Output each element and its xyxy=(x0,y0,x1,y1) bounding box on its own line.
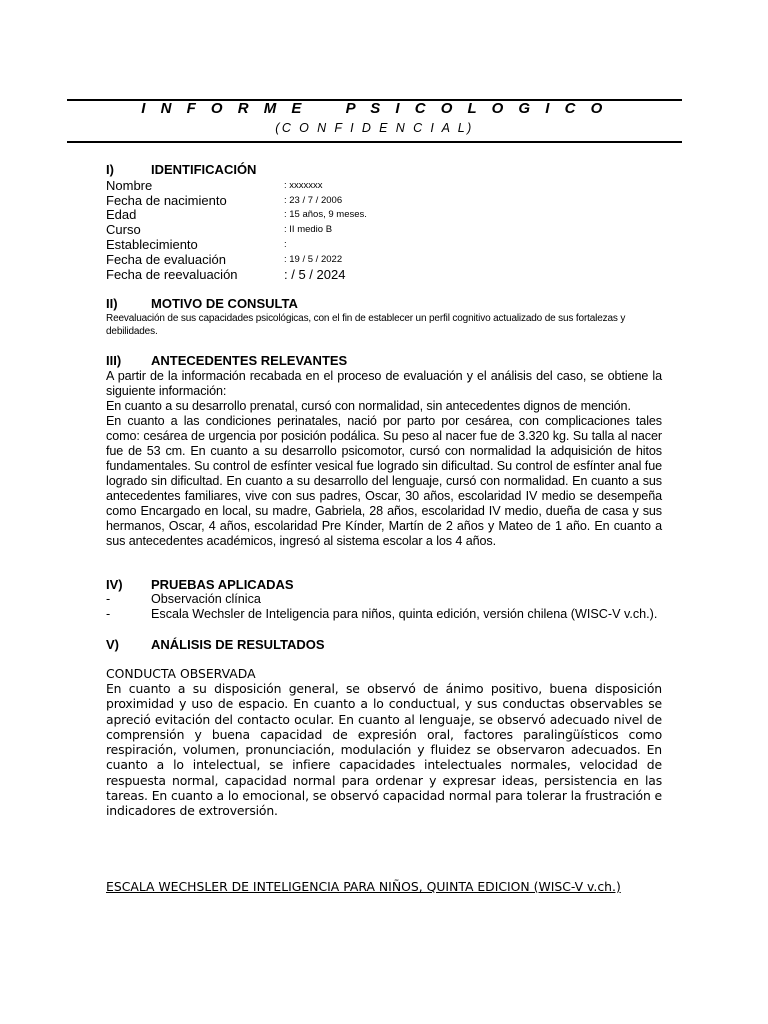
antecedentes-body xyxy=(106,369,662,549)
id-value: : 15 años, 9 meses. xyxy=(284,209,367,220)
report-title: I N F O R M E P S I C O L O G I C O xyxy=(141,100,608,117)
id-label: Curso xyxy=(106,222,141,237)
id-row-curso xyxy=(106,222,666,237)
antecedentes-intro: A partir de la información recabada en el proceso de evaluación y el análisis del caso, se obtiene la siguiente información: xyxy=(106,369,662,398)
id-value: : II medio B xyxy=(284,224,333,235)
section-title-motivo: MOTIVO DE CONSULTA xyxy=(151,296,298,311)
report-subtitle: (C O N F I D E N C I A L) xyxy=(275,121,474,135)
list-item-text: Escala Wechsler de Inteligencia para niños, quinta edición, versión chilena (WISC-V v.ch.). xyxy=(151,607,658,621)
list-dash: - xyxy=(106,592,111,606)
list-dash: - xyxy=(106,607,111,621)
list-item-text: Observación clínica xyxy=(151,592,261,606)
section-title-analisis: ANÁLISIS DE RESULTADOS xyxy=(151,637,325,652)
wisc-section-title: ESCALA WECHSLER DE INTELIGENCIA PARA NIÑOS, QUINTA EDICION (WISC-V v.ch.) xyxy=(106,879,621,894)
id-row-fecha-evaluacion xyxy=(106,252,666,267)
id-value: : 19 / 5 / 2022 xyxy=(284,254,343,265)
id-value: : xxxxxxx xyxy=(284,180,323,191)
id-label: Fecha de evaluación xyxy=(106,252,226,267)
id-label: Establecimiento xyxy=(106,237,198,252)
motivo-text: Reevaluación de sus capacidades psicológicas, con el fin de establecer un perfil cognitivo actualizado de sus fortalezas y debilidades. xyxy=(106,313,626,337)
id-value: : / 5 / 2024 xyxy=(284,267,346,282)
id-value: : 23 / 7 / 2006 xyxy=(284,195,343,206)
antecedentes-prenatal: En cuanto a su desarrollo prenatal, cursó con normalidad, sin antecedentes dignos de mención. xyxy=(106,399,631,413)
section-number-identificacion: I) xyxy=(106,162,114,177)
section-number-pruebas: IV) xyxy=(106,577,123,592)
id-row-edad xyxy=(106,207,666,222)
section-title-antecedentes: ANTECEDENTES RELEVANTES xyxy=(151,353,348,368)
id-label: Fecha de reevaluación xyxy=(106,267,238,282)
antecedentes-perinatal: En cuanto a las condiciones perinatales, nació por parto por cesárea, con complicaciones tales como: cesárea de urgencia por posición podálica. Su peso al nacer fue de 3.320 kg. Su talla al nacer fue de 53 cm. En cuanto a su desarrollo psicomotor, cursó con normalidad la adquisición de hitos fundamentales. Su control de esfínter vesical fue logrado sin dificultad. Su control de esfínter anal fue logrado sin dificultad. En cuanto a su desarrollo del lenguaje, cursó con normalidad. En cuanto a sus antecedentes familiares, vive con sus padres, Oscar, 30 años, escolaridad IV medio se desempeña como Encargado en local, su madre, Gabriela, 28 años, escolaridad IV medio, dueña de casa y sus hermanos, Oscar, 4 años, escolaridad Pre Kínder, Martín de 2 años y Mateo de 1 año. En cuanto a sus antecedentes académicos, ingresó al sistema escolar a los 4 años. xyxy=(106,414,662,548)
id-row-fecha-nacimiento xyxy=(106,193,666,208)
header-bottom-rule xyxy=(67,141,682,143)
id-row-establecimiento xyxy=(106,237,666,252)
id-row-fecha-reevaluacion xyxy=(106,267,666,282)
section-title-identificacion: IDENTIFICACIÓN xyxy=(151,162,257,177)
conducta-text: En cuanto a su disposición general, se observó de ánimo positivo, buena disposición proximidad y uso de espacio. En cuanto a lo conductual, y sus conductas observables se apreció evitación del contacto ocular. En cuanto al lenguaje, se observó adecuado nivel de comprensión y buena capacidad de expresión oral, factores paralingüísticos como respiración, volumen, pronunciación, modulación y fluidez se observaron adecuados. En cuanto a lo intelectual, se infiere capacidades intelectuales normales, velocidad de respuesta normal, capacidad normal para ordenar y expresar ideas, persistencia en las tareas. En cuanto a lo emocional, se observó capacidad normal para tolerar la frustración e indicadores de extroversión. xyxy=(106,681,662,819)
section-number-antecedentes: III) xyxy=(106,353,122,368)
id-row-nombre xyxy=(106,178,666,193)
section-title-pruebas: PRUEBAS APLICADAS xyxy=(151,577,294,592)
id-label: Fecha de nacimiento xyxy=(106,193,227,208)
id-label: Edad xyxy=(106,207,137,222)
section-number-motivo: II) xyxy=(106,296,118,311)
conducta-heading: CONDUCTA OBSERVADA xyxy=(106,666,256,681)
section-number-analisis: V) xyxy=(106,637,119,652)
id-value: : xyxy=(284,239,287,250)
id-label: Nombre xyxy=(106,178,153,193)
